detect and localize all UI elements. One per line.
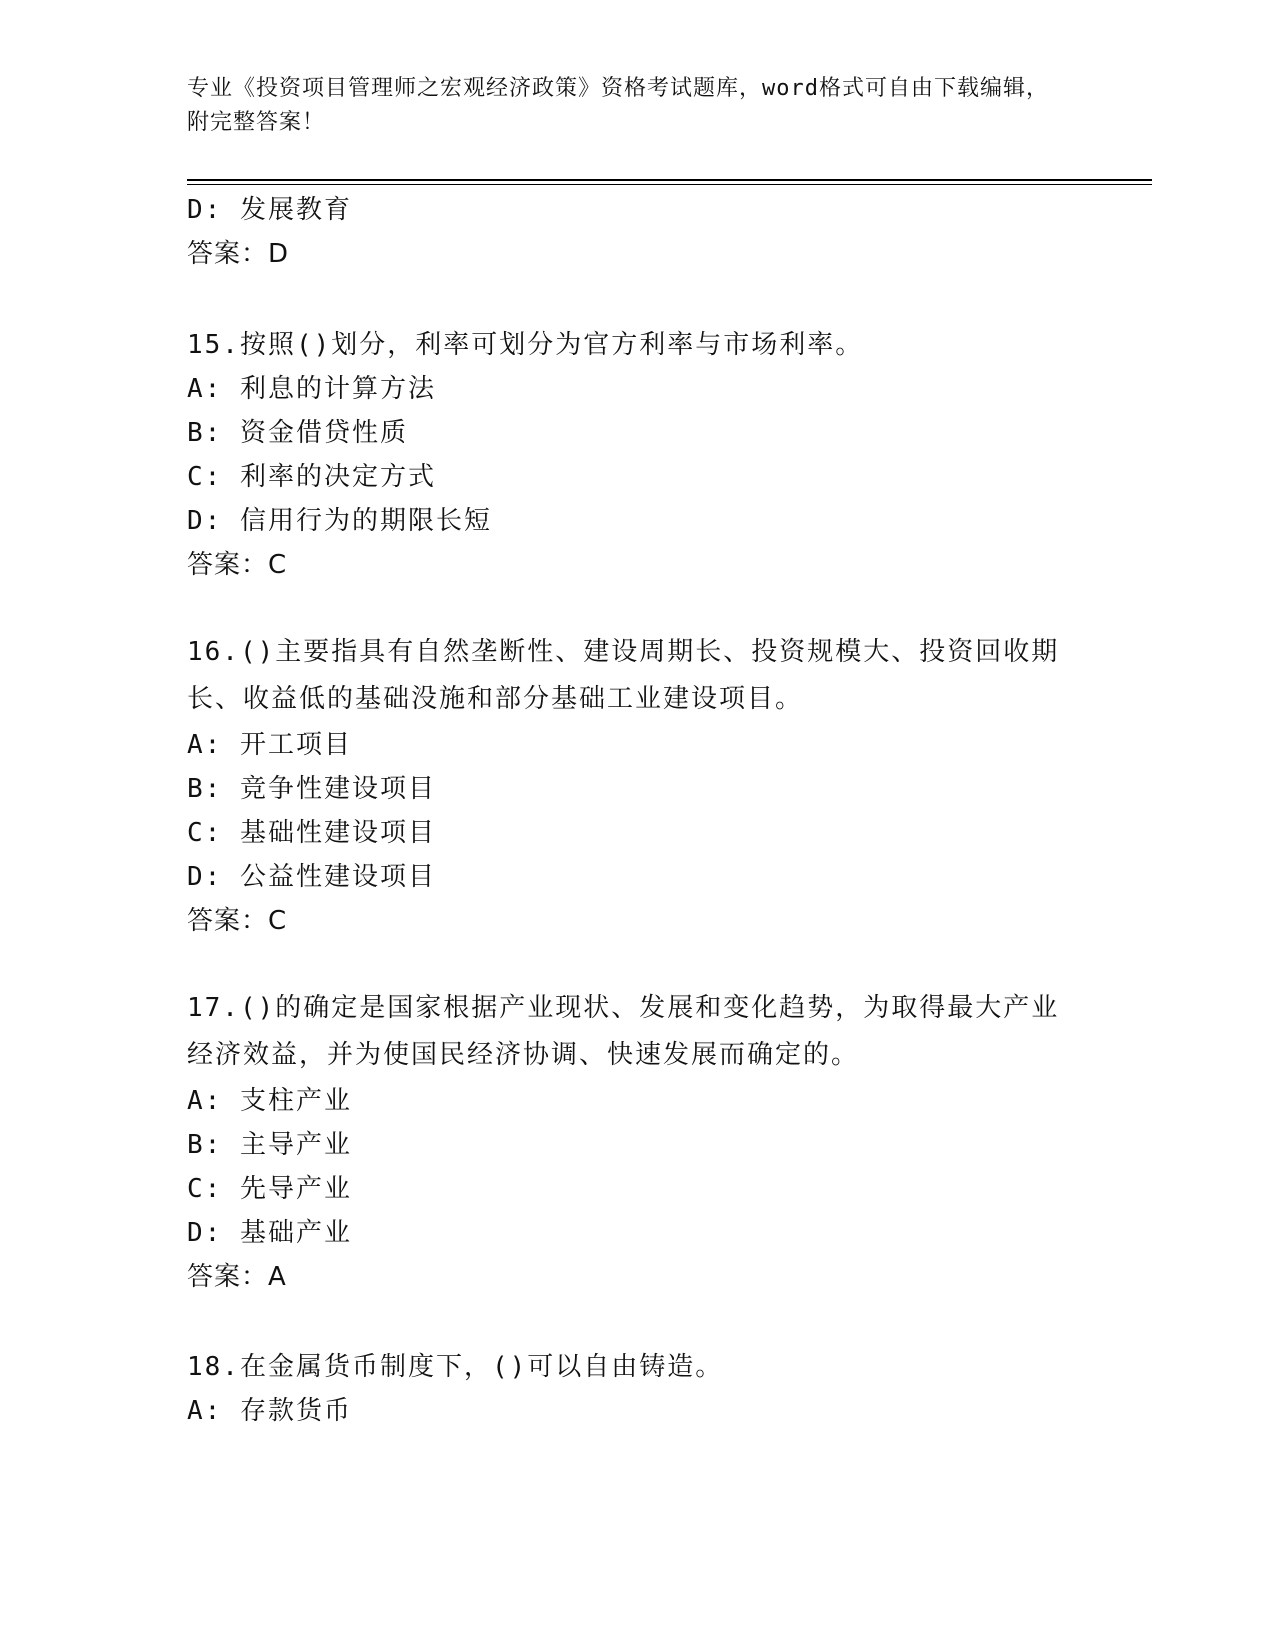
q15-option-b: B: 资金借贷性质 [187,418,408,448]
header-divider-thin [187,184,1152,185]
q17-answer: 答案：A [187,1262,287,1292]
q16-option-a: A: 开工项目 [187,730,352,760]
q16-answer: 答案：C [187,906,288,936]
q17-option-d: D: 基础产业 [187,1218,352,1248]
header-divider [187,179,1152,181]
q18-option-a: A: 存款货币 [187,1396,352,1426]
q14-answer: 答案：D [187,239,290,269]
q15-answer: 答案：C [187,550,288,580]
q15-option-c: C: 利率的决定方式 [187,462,436,492]
q14-option-d: D: 发展教育 [187,195,352,225]
document-header: 专业《投资项目管理师之宏观经济政策》资格考试题库，word格式可自由下载编辑，附完整答案！ [187,76,1049,135]
q15-option-a: A: 利息的计算方法 [187,374,436,404]
q16-option-b: B: 竞争性建设项目 [187,774,436,804]
q15-option-d: D: 信用行为的期限长短 [187,506,492,536]
q15-stem: 15.按照()划分，利率可划分为官方利率与市场利率。 [187,330,864,360]
q17-option-c: C: 先导产业 [187,1174,352,1204]
q16-option-d: D: 公益性建设项目 [187,862,436,892]
q16-stem: 16.()主要指具有自然垄断性、建设周期长、投资规模大、投资回收期长、收益低的基础没施和部分基础工业建设项目。 [187,637,1060,714]
q16-option-c: C: 基础性建设项目 [187,818,436,848]
q18-stem: 18.在金属货币制度下，()可以自由铸造。 [187,1352,724,1382]
q17-stem: 17.()的确定是国家根据产业现状、发展和变化趋势，为取得最大产业经济效益，并为使国民经济协调、快速发展而确定的。 [187,993,1060,1070]
q17-option-b: B: 主导产业 [187,1130,352,1160]
q17-option-a: A: 支柱产业 [187,1086,352,1116]
